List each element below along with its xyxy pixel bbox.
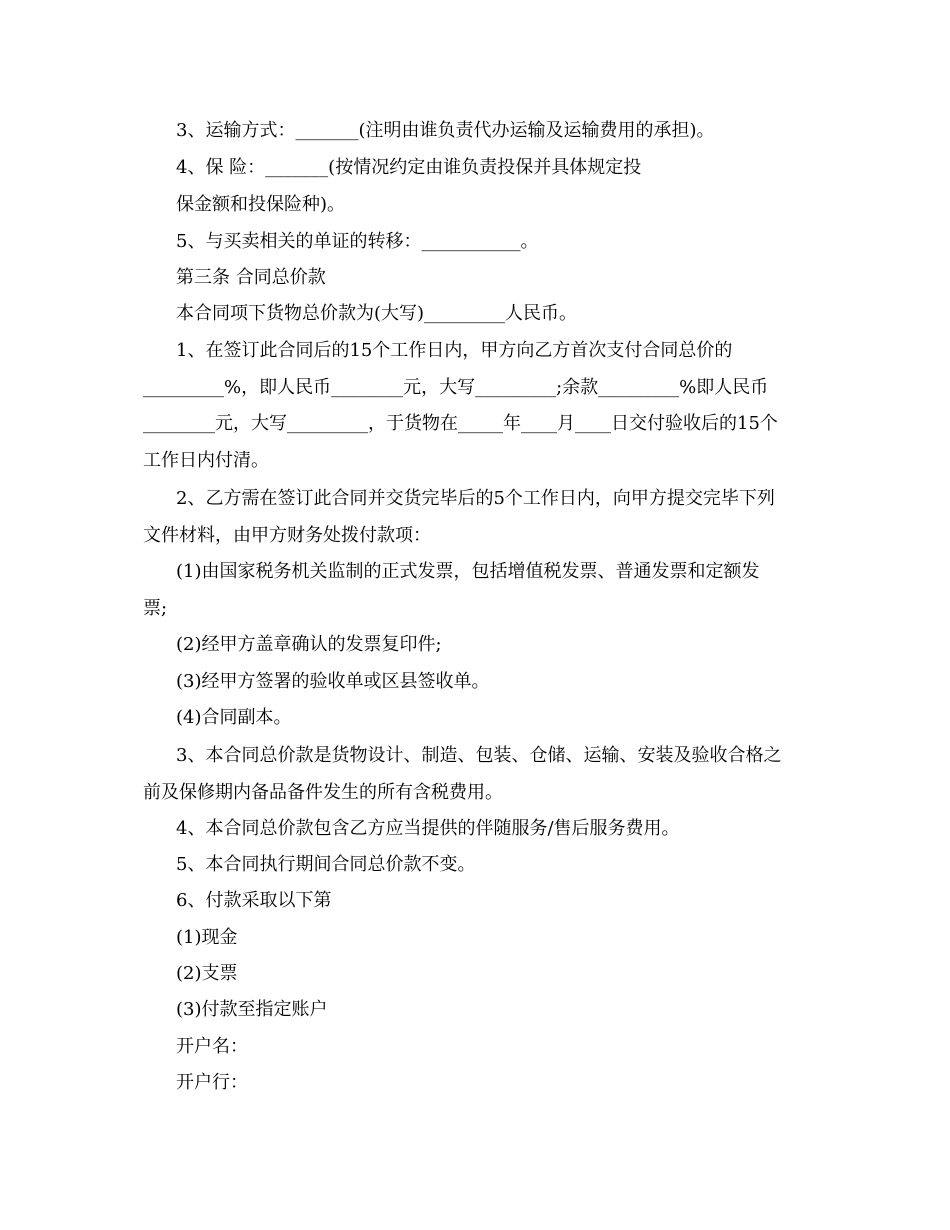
text-line-payment-1-cont: _________%，即人民币________元，大写_________;余款_________%即人民币: [143, 377, 769, 398]
text-line-payment-4: 4、本合同总价款包含乙方应当提供的伴随服务/售后服务费用。: [176, 818, 680, 839]
text-line-total-price: 本合同项下货物总价款为(大写)_________人民币。: [176, 303, 578, 324]
text-line-payment-1: 1、在签订此合同后的15个工作日内，甲方向乙方首次支付合同总价的: [176, 340, 733, 361]
text-line-item-1: (1)由国家税务机关监制的正式发票，包括增值税发票、普通发票和定额发: [176, 561, 760, 582]
text-line-payment-1-cont: ________元，大写_________，于货物在_____年____月____日交付验收后的15个: [143, 413, 778, 434]
text-line-item-4: (4)合同副本。: [176, 707, 292, 728]
text-line-account-name: 开户名：: [176, 1036, 248, 1057]
text-line-payment-5: 5、本合同执行期间合同总价款不变。: [176, 854, 476, 875]
text-line-payment-3-cont: 前及保修期内备品备件发生的所有含税费用。: [143, 782, 503, 803]
section-heading-article-3: 第三条 合同总价款: [176, 267, 326, 288]
text-line-option-cash: (1)现金: [176, 927, 238, 948]
text-line-payment-2-cont: 文件材料，由甲方财务处拨付款项：: [143, 525, 431, 546]
text-line-item-3: (3)经甲方签署的验收单或区县签收单。: [176, 671, 490, 692]
text-line-item-1-cont: 票;: [143, 598, 168, 619]
text-line-payment-6: 6、付款采取以下第: [176, 890, 332, 911]
text-line-insurance: 4、保 险：_______(按情况约定由谁负责投保并具体规定投: [176, 157, 642, 178]
text-line-account-bank: 开户行：: [176, 1072, 248, 1093]
text-line-documents: 5、与买卖相关的单证的转移：___________。: [176, 231, 539, 252]
text-line-item-2: (2)经甲方盖章确认的发票复印件;: [176, 634, 442, 655]
text-line-insurance-cont: 保金额和投保险种)。: [176, 194, 346, 215]
text-line-transport: 3、运输方式：_______(注明由谁负责代办运输及运输费用的承担)。: [176, 120, 715, 141]
text-line-payment-2: 2、乙方需在签订此合同并交货完毕后的5个工作日内，向甲方提交完毕下列: [176, 488, 775, 509]
text-line-payment-3: 3、本合同总价款是货物设计、制造、包装、仓储、运输、安装及验收合格之: [176, 745, 782, 766]
text-line-payment-1-end: 工作日内付清。: [143, 450, 269, 471]
text-line-option-check: (2)支票: [176, 963, 238, 984]
text-line-option-account: (3)付款至指定账户: [176, 999, 328, 1020]
